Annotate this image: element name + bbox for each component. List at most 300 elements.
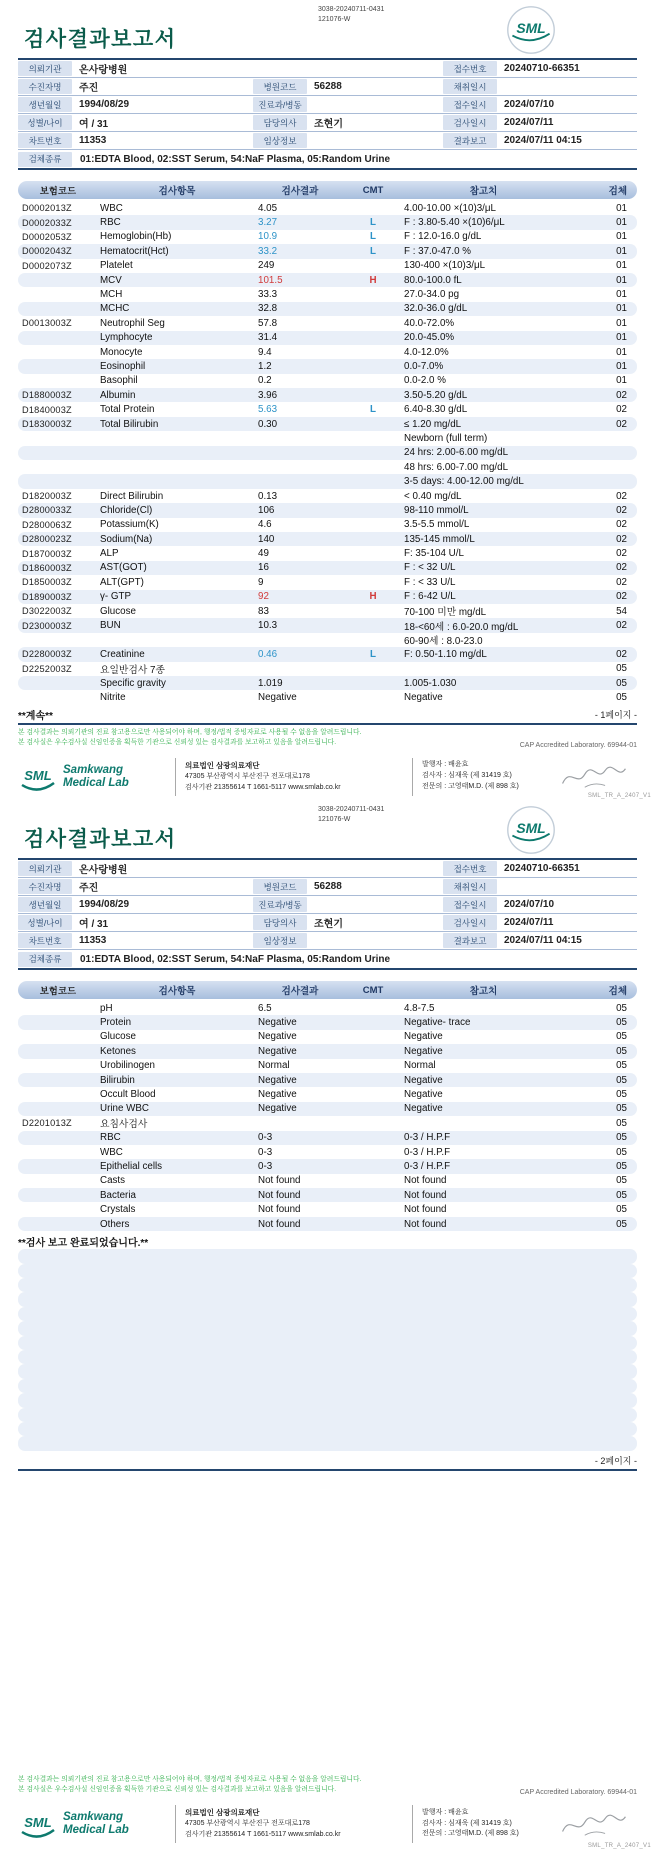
result-row [18, 331, 637, 345]
info-value: 2024/07/11 04:15 [504, 135, 582, 146]
test-item-cell: Specific gravity [100, 677, 166, 689]
page2-notes-row [18, 1453, 637, 1469]
test-item-cell: Monocyte [100, 346, 143, 358]
info-label: 병원코드 [253, 879, 307, 894]
sml-logo [505, 804, 557, 856]
result-value-cell: 92 [258, 591, 269, 603]
specimen-code-cell: 05 [616, 1089, 627, 1101]
specimen-code-cell: 05 [616, 1189, 627, 1201]
result-row [18, 633, 637, 647]
result-row [18, 1087, 637, 1101]
test-item-cell: Urobilinogen [100, 1060, 156, 1072]
info-label: 접수번호 [443, 61, 497, 76]
specimen-code-cell: 05 [616, 1017, 627, 1029]
result-value-cell: Not found [258, 1175, 301, 1187]
result-row [18, 1116, 637, 1130]
reference-range-cell: 0-3 / H.P.F [404, 1146, 451, 1158]
result-row [18, 345, 637, 359]
results-table-header [18, 181, 637, 199]
disclaimer-line1: 본 검사결과는 의뢰기관의 진료 참고용으로만 사용되어야 하며, 행정/법적 증빙자료로 사용될 수 없음을 알려드립니다. [18, 1775, 362, 1783]
info-label: 차트번호 [18, 133, 72, 148]
footer-divider [412, 758, 413, 796]
result-row [18, 1001, 637, 1015]
reference-range-cell: F : < 33 U/L [404, 576, 456, 588]
specimen-code-cell: 05 [616, 1117, 627, 1129]
test-item-cell: 요일반검사 7종 [100, 664, 165, 676]
result-value-cell: Negative [258, 691, 297, 703]
info-label: 접수일시 [443, 897, 497, 912]
result-row [18, 1015, 637, 1029]
info-value: 2024/07/11 04:15 [504, 935, 582, 946]
column-header-result: 검사결과 [281, 186, 319, 197]
column-header-spec: 검체 [608, 186, 627, 197]
result-row [18, 215, 637, 229]
result-row [18, 201, 637, 215]
signer-block [422, 760, 637, 793]
specimen-code-cell: 02 [616, 490, 627, 502]
sml-footer-logo-icon [18, 757, 58, 797]
specimen-code-cell: 05 [616, 1103, 627, 1115]
result-value-cell: 57.8 [258, 317, 278, 329]
result-row [18, 374, 637, 388]
examiner-line: 검사자 : 심재욱 (제 31419 호) [422, 1819, 512, 1827]
reference-range-cell: 98-110 mmol/L [404, 504, 469, 516]
result-value-cell: 4.05 [258, 202, 278, 214]
result-row [18, 302, 637, 316]
reference-range-cell: 0.0-2.0 % [404, 375, 446, 387]
specimen-code-cell: 05 [616, 1146, 627, 1158]
test-item-cell: Ketones [100, 1045, 136, 1057]
info-label: 의뢰기관 [18, 61, 72, 76]
reference-range-cell: 3-5 days: 4.00-12.00 mg/dL [404, 476, 524, 488]
results-table-header [18, 981, 637, 999]
result-row [18, 618, 637, 632]
info-label: 결과보고 [443, 933, 497, 948]
insurance-code-cell: D2800033Z [22, 505, 72, 516]
result-value-cell: 6.5 [258, 1002, 272, 1014]
specimen-type-label: 검체종류 [18, 152, 72, 167]
empty-row [18, 1379, 637, 1393]
specimen-code-cell: 02 [616, 648, 627, 660]
specimen-code-cell: 01 [616, 260, 627, 272]
result-row [18, 1159, 637, 1173]
result-value-cell: 106 [258, 504, 275, 516]
test-item-cell: WBC [100, 1146, 123, 1158]
result-row [18, 1188, 637, 1202]
reference-range-cell: 70-100 미만 mg/dL [404, 607, 487, 619]
column-header-ref: 참고치 [469, 186, 498, 197]
document-number-line2: 121076-W [318, 815, 351, 823]
specimen-code-cell: 01 [616, 303, 627, 315]
result-row [18, 575, 637, 589]
sml-logo [505, 4, 557, 56]
result-value-cell: Normal [258, 1060, 290, 1072]
reference-range-cell: 4.00-10.00 ×(10)3/μL [404, 202, 496, 214]
patient-info-row [18, 96, 637, 114]
specimen-code-cell: 05 [616, 1031, 627, 1043]
result-value-cell: 3.96 [258, 389, 278, 401]
column-header-cmt: CMT [362, 984, 384, 996]
reference-range-cell: < 0.40 mg/dL [404, 490, 462, 502]
document-number-line2: 121076-W [318, 15, 351, 23]
result-value-cell: 32.8 [258, 303, 278, 315]
specimen-code-cell: 05 [616, 691, 627, 703]
info-value: 주진 [79, 83, 99, 94]
specimen-code-cell: 02 [616, 418, 627, 430]
specimen-code-cell: 02 [616, 620, 627, 632]
specimen-code-cell: 54 [616, 605, 627, 617]
result-value-cell: 10.9 [258, 231, 278, 243]
test-item-cell: BUN [100, 620, 121, 632]
result-row [18, 359, 637, 373]
reference-range-cell: Negative [404, 691, 443, 703]
result-value-cell: Negative [258, 1103, 297, 1115]
lab-org-name: 의료법인 삼광의료재단 [185, 1808, 260, 1818]
info-label: 병원코드 [253, 79, 307, 94]
info-label: 임상정보 [253, 933, 307, 948]
info-label: 성별/나이 [18, 115, 72, 130]
insurance-code-cell: D0002053Z [22, 231, 72, 242]
reference-range-cell: 0-3 / H.P.F [404, 1132, 451, 1144]
test-item-cell: Others [100, 1218, 130, 1230]
result-row [18, 1059, 637, 1073]
info-value: 20240710-66351 [504, 863, 580, 874]
signature-icon [557, 1806, 631, 1846]
result-value-cell: 0.30 [258, 418, 278, 430]
info-label: 의뢰기관 [18, 861, 72, 876]
lab-org-name: 의료법인 삼광의료재단 [185, 761, 260, 771]
reference-range-cell: F : 6-42 U/L [404, 591, 456, 603]
info-value: 2024/07/11 [504, 117, 554, 128]
cmt-flag-cell: L [370, 404, 376, 416]
document-number-line1: 3038-20240711-0431 [318, 6, 385, 13]
sml-logo-text: SML [516, 819, 546, 836]
specimen-code-cell: 01 [616, 346, 627, 358]
cmt-flag-cell: H [369, 274, 377, 286]
test-item-cell: AST(GOT) [100, 562, 147, 574]
info-label: 결과보고 [443, 133, 497, 148]
result-row [18, 402, 637, 416]
insurance-code-cell: D3022003Z [22, 606, 72, 617]
column-header-item: 검사항목 [158, 186, 196, 197]
lab-address: 47305 부산광역시 부산진구 전포대로178 [185, 772, 310, 780]
empty-row [18, 1278, 637, 1292]
test-item-cell: RBC [100, 217, 121, 229]
test-item-cell: Glucose [100, 1031, 136, 1043]
signer-block [422, 1808, 637, 1841]
reference-range-cell: 32.0-36.0 g/dL [404, 303, 468, 315]
insurance-code-cell: D1860003Z [22, 562, 72, 573]
info-label: 채취일시 [443, 79, 497, 94]
reference-range-cell: 18-<60세 : 6.0-20.0 mg/dL [404, 621, 519, 633]
reference-range-cell: Negative [404, 1031, 443, 1043]
cmt-flag-cell: L [370, 231, 376, 243]
result-row [18, 1044, 637, 1058]
svg-text:SML: SML [24, 1815, 52, 1830]
page2-bottom-block [18, 1772, 637, 1850]
page-number-label: - 1페이지 - [594, 710, 637, 721]
lab-contact: 검사기관 21355614 T 1661-5117 www.smlab.co.kr [185, 783, 341, 791]
specimen-code-cell: 01 [616, 289, 627, 301]
empty-filler-rows [18, 1249, 637, 1450]
result-value-cell: 1.019 [258, 677, 283, 689]
result-row [18, 273, 637, 287]
specimen-code-cell: 02 [616, 591, 627, 603]
lab-address-block [185, 1807, 403, 1840]
specimen-code-cell: 05 [616, 1132, 627, 1144]
patient-info-table [18, 58, 637, 150]
info-value: 20240710-66351 [504, 63, 580, 74]
test-item-cell: Nitrite [100, 691, 126, 703]
reference-range-cell: F : < 32 U/L [404, 562, 456, 574]
specimen-code-cell: 05 [616, 1160, 627, 1172]
empty-row [18, 1408, 637, 1422]
sml-logo-text: SML [516, 19, 546, 36]
result-row [18, 489, 637, 503]
specimen-code-cell: 01 [616, 245, 627, 257]
test-item-cell: Creatinine [100, 648, 145, 660]
specimen-code-cell: 05 [616, 1045, 627, 1057]
test-item-cell: Eosinophil [100, 360, 146, 372]
footer-divider [175, 1805, 176, 1843]
insurance-code-cell: D2800023Z [22, 534, 72, 545]
column-header-cmt: CMT [362, 184, 384, 196]
disclaimer-text [18, 1775, 361, 1796]
disclaimer-block [18, 1772, 637, 1798]
disclaimer-line2: 본 검사실은 우수검사실 신임인증을 획득한 기관으로 신뢰성 있는 검사결과를 보고하고 있음을 알려드립니다. [18, 739, 337, 747]
result-value-cell: 0.13 [258, 490, 278, 502]
insurance-code-cell: D1830003Z [22, 419, 72, 430]
specimen-code-cell: 05 [616, 1175, 627, 1187]
reference-range-cell: Not found [404, 1189, 447, 1201]
result-value-cell: 0-3 [258, 1132, 273, 1144]
specimen-code-cell: 05 [616, 677, 627, 689]
specimen-code-cell: 01 [616, 274, 627, 286]
empty-row [18, 1249, 637, 1263]
result-row [18, 417, 637, 431]
result-row [18, 561, 637, 575]
insurance-code-cell: D2252003Z [22, 663, 72, 674]
test-item-cell: pH [100, 1002, 113, 1014]
info-value: 2024/07/10 [504, 99, 555, 110]
specimen-code-cell: 02 [616, 519, 627, 531]
page-header [18, 800, 637, 858]
page1-bottom-block [18, 725, 637, 803]
result-row [18, 287, 637, 301]
result-value-cell: Not found [258, 1189, 301, 1201]
result-row [18, 546, 637, 560]
empty-row [18, 1264, 637, 1278]
info-label: 차트번호 [18, 933, 72, 948]
patient-info-row [18, 860, 637, 878]
result-value-cell: 0.2 [258, 375, 272, 387]
reference-range-cell: 80.0-100.0 fL [404, 274, 462, 286]
result-row [18, 1102, 637, 1116]
reference-range-cell: Not found [404, 1218, 447, 1230]
report-title: 검사결과보고서 [24, 828, 177, 851]
empty-row [18, 1393, 637, 1407]
result-value-cell: 140 [258, 533, 275, 545]
reference-range-cell: F : 37.0-47.0 % [404, 245, 471, 257]
insurance-code-cell: D2280003Z [22, 649, 72, 660]
test-item-cell: γ- GTP [100, 591, 132, 603]
insurance-code-cell: D1880003Z [22, 390, 72, 401]
result-row [18, 690, 637, 704]
test-item-cell: Total Bilirubin [100, 418, 159, 430]
reference-range-cell: 27.0-34.0 pg [404, 289, 460, 301]
reference-range-cell: Negative [404, 1074, 443, 1086]
reference-range-cell: F : 12.0-16.0 g/dL [404, 231, 482, 243]
result-value-cell: Negative [258, 1031, 297, 1043]
test-item-cell: ALT(GPT) [100, 576, 144, 588]
info-label: 진료과/병동 [253, 97, 307, 112]
specimen-code-cell: 02 [616, 504, 627, 516]
result-row [18, 230, 637, 244]
empty-row [18, 1292, 637, 1306]
footer-lab-name: Samkwang Medical Lab [63, 1810, 129, 1836]
test-item-cell: Occult Blood [100, 1089, 156, 1101]
reference-range-cell: F: 0.50-1.10 mg/dL [404, 648, 487, 660]
insurance-code-cell: D0002043Z [22, 246, 72, 257]
disclaimer-line2: 본 검사실은 우수검사실 신임인증을 획득한 기관으로 신뢰성 있는 검사결과를 보고하고 있음을 알려드립니다. [18, 1786, 337, 1794]
patient-info-row [18, 60, 637, 78]
info-value: 2024/07/11 [504, 917, 554, 928]
result-row [18, 431, 637, 445]
reference-range-cell: 3.50-5.20 g/dL [404, 389, 468, 401]
reference-range-cell: Negative- trace [404, 1017, 471, 1029]
result-row [18, 1131, 637, 1145]
specimen-code-cell: 02 [616, 389, 627, 401]
test-item-cell: WBC [100, 202, 123, 214]
reference-range-cell: 24 hrs: 2.00-6.00 mg/dL [404, 447, 509, 459]
svg-text:SML: SML [24, 767, 52, 783]
continued-note: **계속** [18, 711, 53, 723]
insurance-code-cell: D1840003Z [22, 404, 72, 415]
examiner-line: 검사자 : 심재욱 (제 31419 호) [422, 772, 512, 780]
reference-range-cell: Negative [404, 1089, 443, 1101]
result-row [18, 676, 637, 690]
lab-contact: 검사기관 21355614 T 1661-5117 www.smlab.co.kr [185, 1830, 341, 1838]
reference-range-cell: F: 35-104 U/L [404, 548, 464, 560]
result-value-cell: 83 [258, 605, 269, 617]
result-row [18, 1202, 637, 1216]
cmt-flag-cell: L [370, 217, 376, 229]
info-value: 온사랑병원 [79, 65, 128, 76]
result-row [18, 503, 637, 517]
result-value-cell: 9 [258, 576, 264, 588]
specimen-code-cell: 01 [616, 360, 627, 372]
info-value: 2024/07/10 [504, 899, 555, 910]
footer-divider [412, 1805, 413, 1843]
test-item-cell: Albumin [100, 389, 136, 401]
cmt-flag-cell: L [370, 245, 376, 257]
cap-accreditation: CAP Accredited Laboratory. 69944-01 [519, 1789, 637, 1796]
empty-row [18, 1307, 637, 1321]
result-value-cell: 4.6 [258, 519, 272, 531]
reference-range-cell: 40.0-72.0% [404, 317, 455, 329]
info-value: 11353 [79, 935, 107, 946]
specimen-type-value: 01:EDTA Blood, 02:SST Serum, 54:NaF Plasma, 05:Random Urine [80, 953, 391, 965]
test-item-cell: Platelet [100, 260, 133, 272]
patient-info-row [18, 878, 637, 896]
info-label: 접수번호 [443, 861, 497, 876]
report-complete-note: **검사 보고 완료되었습니다.** [18, 1237, 149, 1249]
specimen-code-cell: 02 [616, 548, 627, 560]
footer-divider [175, 758, 176, 796]
footer-separator-line [18, 1469, 637, 1471]
info-label: 채취일시 [443, 879, 497, 894]
info-label: 성별/나이 [18, 915, 72, 930]
disclaimer-block [18, 725, 637, 751]
result-row [18, 1217, 637, 1231]
disclaimer-text [18, 728, 361, 749]
result-value-cell: Negative [258, 1017, 297, 1029]
test-item-cell: Direct Bilirubin [100, 490, 164, 502]
test-item-cell: Hematocrit(Hct) [100, 245, 169, 257]
reference-range-cell: 48 hrs: 6.00-7.00 mg/dL [404, 461, 509, 473]
specimen-code-cell: 01 [616, 375, 627, 387]
footer-lab-logo [18, 1804, 166, 1844]
empty-row [18, 1436, 637, 1450]
test-item-cell: Bacteria [100, 1189, 136, 1201]
result-value-cell: 3.27 [258, 217, 278, 229]
sml-logo-icon [505, 4, 557, 56]
page1-notes-row [18, 707, 637, 723]
lab-address-block [185, 760, 403, 793]
issuer-line: 발행자 : 배윤효 [422, 761, 469, 769]
results-table-body-page2 [18, 1001, 637, 1231]
patient-info-table [18, 858, 637, 950]
specimen-code-cell: 05 [616, 1204, 627, 1216]
test-item-cell: Total Protein [100, 404, 155, 416]
info-label: 임상정보 [253, 133, 307, 148]
specialist-line: 전문의 : 고영태M.D. (제 898 호) [422, 783, 519, 791]
column-header-code: 보험코드 [39, 186, 77, 196]
results-table-body-page1 [18, 201, 637, 705]
insurance-code-cell: D0002033Z [22, 217, 72, 228]
footer-lab-logo [18, 757, 166, 797]
test-item-cell: Bilirubin [100, 1074, 135, 1086]
insurance-code-cell: D1850003Z [22, 577, 72, 588]
patient-info-row [18, 132, 637, 150]
reference-range-cell: 6.40-8.30 g/dL [404, 404, 468, 416]
document-number-line1: 3038-20240711-0431 [318, 806, 385, 813]
insurance-code-cell: D1890003Z [22, 591, 72, 602]
test-item-cell: Urine WBC [100, 1103, 149, 1115]
test-item-cell: Sodium(Na) [100, 533, 153, 545]
specimen-code-cell: 01 [616, 332, 627, 344]
page-header [18, 0, 637, 58]
test-item-cell: Basophil [100, 375, 138, 387]
specimen-code-cell: 01 [616, 231, 627, 243]
info-label: 접수일시 [443, 97, 497, 112]
result-row [18, 532, 637, 546]
report-complete-row [18, 1233, 637, 1249]
info-value: 56288 [314, 881, 342, 892]
document-number [318, 5, 384, 25]
info-label: 담당의사 [253, 115, 307, 130]
info-value: 조현기 [314, 919, 343, 930]
patient-info-row [18, 114, 637, 132]
reference-range-cell: 135-145 mmol/L [404, 533, 475, 545]
test-item-cell: Crystals [100, 1204, 136, 1216]
test-item-cell: 요침사검사 [100, 1119, 148, 1131]
result-value-cell: 16 [258, 562, 269, 574]
specimen-code-cell: 01 [616, 202, 627, 214]
result-value-cell: 33.3 [258, 289, 278, 301]
insurance-code-cell: D0002013Z [22, 203, 72, 214]
specimen-type-label: 검체종류 [18, 952, 72, 967]
